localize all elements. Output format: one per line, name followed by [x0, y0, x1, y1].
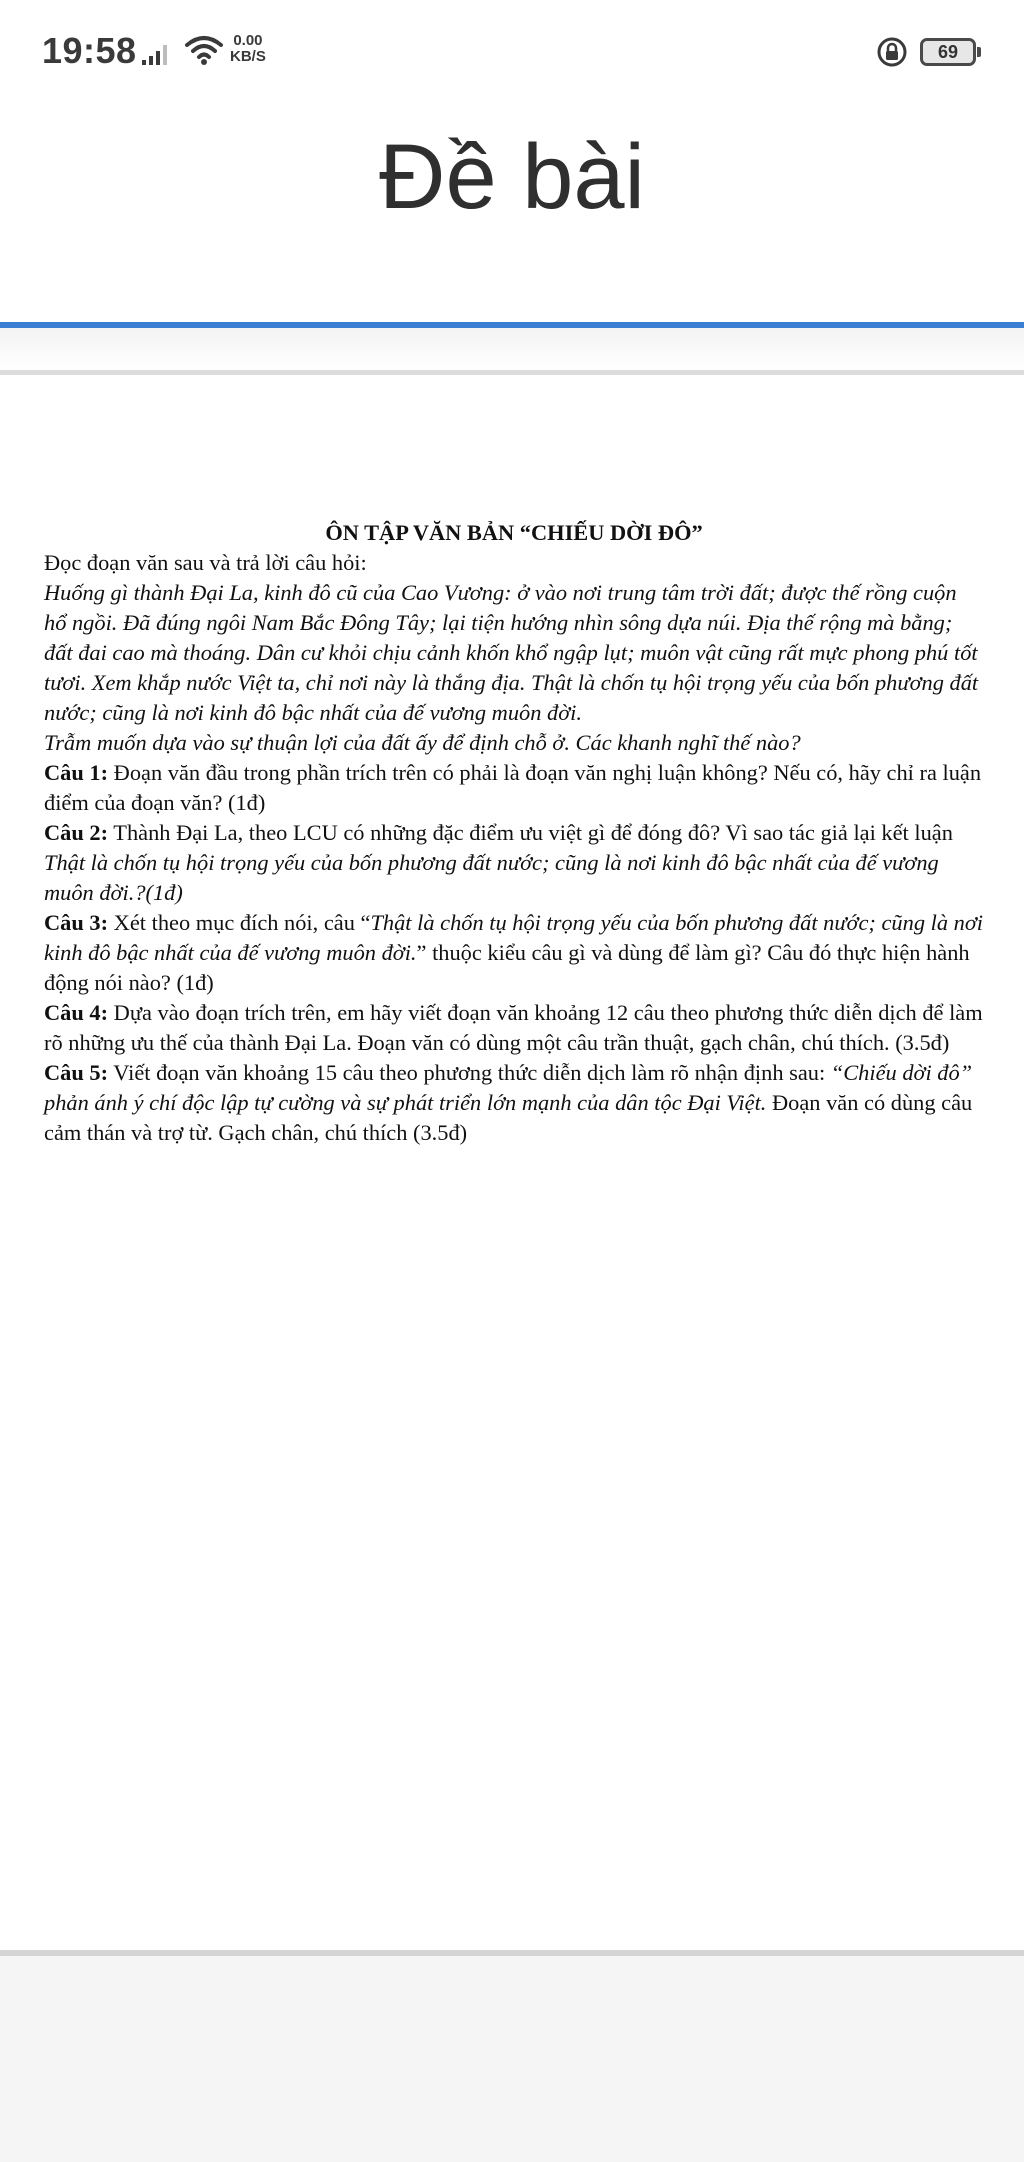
question-3-text-a: Xét theo mục đích nói, câu “	[108, 910, 371, 935]
battery-icon	[920, 38, 976, 66]
question-3	[44, 908, 984, 998]
question-5-quote: “Chiếu dời đô” phản ánh ý chí độc lập tự cường và sự phát triển lớn mạnh của dân tộc Đại Việt.	[44, 1060, 973, 1115]
question-2-label: Câu 2:	[44, 820, 109, 845]
bottom-panel	[0, 1956, 1024, 2162]
question-5-text-a: Viết đoạn văn khoảng 15 câu theo phương thức diễn dịch làm rõ nhận định sau:	[108, 1060, 831, 1085]
document-title: ÔN TẬP VĂN BẢN “CHIẾU DỜI ĐÔ”	[325, 520, 703, 545]
question-3-label: Câu 3:	[44, 910, 109, 935]
question-5	[44, 1058, 984, 1148]
question-4-label: Câu 4:	[44, 1000, 109, 1025]
network-speed-value: 0.00	[233, 32, 263, 49]
status-time: 19:58	[42, 30, 137, 71]
question-2-quote: Thật là chốn tụ hội trọng yếu của bốn phương đất nước; cũng là nơi kinh đô bậc nhất của đế vương muôn đời.?(1đ)	[44, 850, 939, 905]
question-5-text-b: Đoạn văn có dùng câu cảm thán và trợ từ. Gạch chân, chú thích (3.5đ)	[44, 1090, 973, 1145]
wifi-icon	[184, 34, 224, 66]
question-2	[44, 818, 984, 908]
question-3-text-b: ” thuộc kiểu câu gì và dùng để làm gì? Câu đó thực hiện hành động nói nào? (1đ)	[44, 940, 970, 995]
passage-paragraph-1: Huống gì thành Đại La, kinh đô cũ của Cao Vương: ở vào nơi trung tâm trời đất; được thế rồng cuộn hổ ngồi. Đã đúng ngôi Nam Bắc Đông Tây; lại tiện hướng nhìn sông dựa núi. Địa thế rộng mà bằng; đất đai cao mà thoáng. Dân cư khỏi chịu cảnh khốn khổ ngập lụt; muôn vật cũng rất mực phong phú tốt tươi. Xem khắp nước Việt ta, chỉ nơi này là thắng địa. Thật là chốn tụ hội trọng yếu của bốn phương đất nước; cũng là nơi kinh đô bậc nhất của đế vương muôn đời.	[44, 580, 979, 725]
document-page	[44, 518, 984, 1148]
header-shadow	[0, 328, 1024, 370]
passage-paragraph-2: Trẫm muốn dựa vào sự thuận lợi của đất ấy để định chỗ ở. Các khanh nghĩ thế nào?	[44, 730, 801, 755]
content-divider	[0, 370, 1024, 375]
document-viewer[interactable]	[0, 378, 1024, 1950]
question-2-text: Thành Đại La, theo LCU có những đặc điểm ưu việt gì để đóng đô? Vì sao tác giả lại kết luận	[108, 820, 953, 845]
lock-rotation-icon	[876, 36, 908, 68]
network-speed	[230, 33, 266, 65]
status-bar	[0, 0, 1024, 100]
question-5-label: Câu 5:	[44, 1060, 109, 1085]
document-intro: Đọc đoạn văn sau và trả lời câu hỏi:	[44, 550, 367, 575]
question-1	[44, 758, 984, 818]
network-speed-unit: KB/S	[230, 48, 266, 65]
question-3-quote: Thật là chốn tụ hội trọng yếu của bốn phương đất nước; cũng là nơi kinh đô bậc nhất của đế vương muôn đời.	[44, 910, 983, 965]
question-1-label: Câu 1:	[44, 760, 109, 785]
question-1-text: Đoạn văn đầu trong phần trích trên có phải là đoạn văn nghị luận không? Nếu có, hãy chỉ ra luận điểm của đoạn văn? (1đ)	[44, 760, 982, 815]
battery-level: 69	[937, 42, 959, 62]
question-4-text: Dựa vào đoạn trích trên, em hãy viết đoạn văn khoảng 12 câu theo phương thức diễn dịch để làm rõ những ưu thế của thành Đại La. Đoạn văn có dùng một câu trần thuật, gạch chân, chú thích. (3.5đ)	[44, 1000, 983, 1055]
signal-icon	[140, 40, 174, 66]
page-title: Đề bài	[379, 126, 645, 228]
question-4	[44, 998, 984, 1058]
